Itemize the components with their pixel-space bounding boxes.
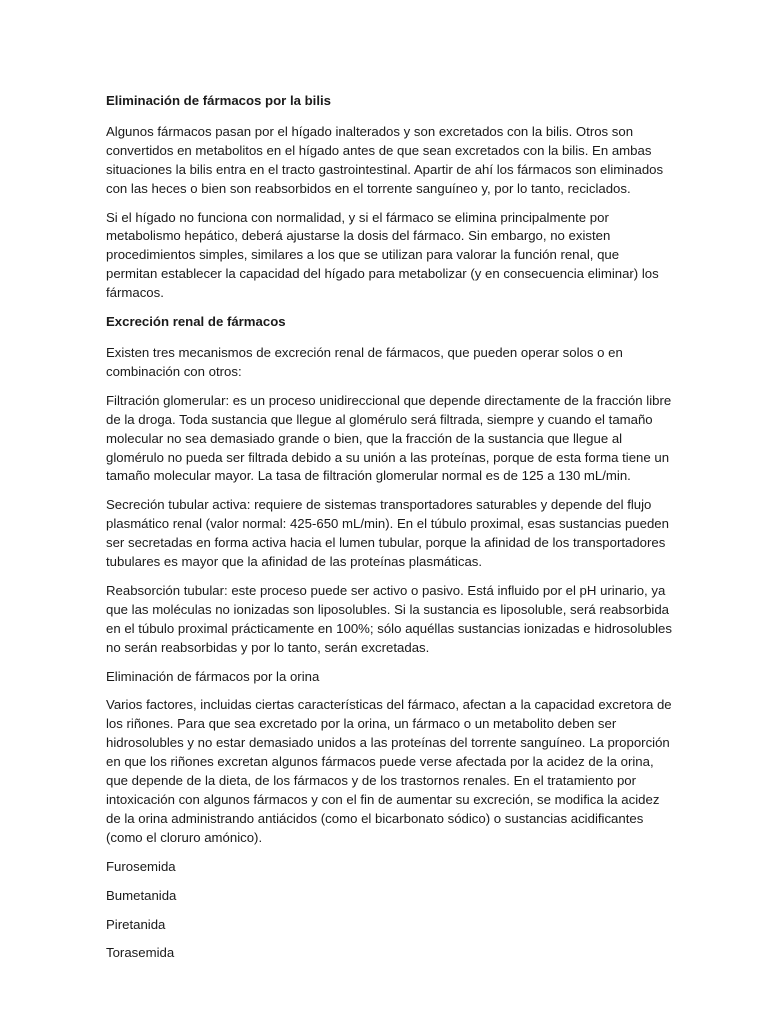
- drug-item: Bumetanida: [106, 887, 177, 903]
- paragraph-bilis-2: Si el hígado no funciona con normalidad, y si el fármaco se elimina principalmente por metabolismo hepático, deberá ajustarse la dosis del fármaco. Sin embargo, no existen procedimientos simples, similares a los que se utilizan para valorar la función renal, que permitan establecer la capacidad del hígado para metabolizar (y en consecuencia eliminar) los fármacos.: [106, 209, 659, 301]
- paragraph-secrecion-tubular: Secreción tubular activa: requiere de sistemas transportadores saturables y depende del flujo plasmático renal (valor normal: 425-650 mL/min). En el túbulo proximal, esas sustancias pueden ser secretadas en forma activa hacia el lumen tubular, porque la afinidad de los transportadores tubulares es mayor que la afinidad de las proteínas plasmáticas.: [106, 497, 669, 570]
- drug-item: Furosemida: [106, 858, 176, 874]
- section-heading-renal: Excreción renal de fármacos: [106, 314, 286, 330]
- document-body: [106, 92, 672, 973]
- paragraph-renal-intro: Existen tres mecanismos de excreción renal de fármacos, que pueden operar solos o en combinación con otros:: [106, 344, 623, 379]
- paragraph-reabsorcion-tubular: Reabsorción tubular: este proceso puede ser activo o pasivo. Está influido por el pH urinario, ya que las moléculas no ionizadas son liposolubles. Si la sustancia es liposoluble, será reabsorbida en el túbulo proximal prácticamente en 100%; sólo aquéllas sustancias ionizadas e hidrosolubles no serán reabsorbidas y por lo tanto, serán excretadas.: [106, 582, 672, 655]
- paragraph-bilis-1: Algunos fármacos pasan por el hígado inalterados y son excretados con la bilis. Otros son convertidos en metabolitos en el hígado antes de que sean excretados con la bilis. En ambas situaciones la bilis entra en el tracto gastrointestinal. Apartir de ahí los fármacos son eliminados con las heces o bien son reabsorbidos en el torrente sanguíneo y, por lo tanto, reciclados.: [106, 123, 664, 196]
- section-heading-bilis: Eliminación de fármacos por la bilis: [106, 93, 331, 108]
- paragraph-filtracion-glomerular: Filtración glomerular: es un proceso unidireccional que depende directamente de la fracción libre de la droga. Toda sustancia que llegue al glomérulo será filtrada, siempre y cuando el tamaño molecular no sea demasiado grande o bien, que la fracción de la sustancia que llegue al glomérulo no pueda ser filtrada debido a su unión a las proteínas, porque de esta forma tiene un tamaño molecular mayor. La tasa de filtración glomerular normal es de 125 a 130 mL/min.: [106, 392, 672, 484]
- paragraph-orina: Varios factores, incluidas ciertas características del fármaco, afectan a la capacidad excretora de los riñones. Para que sea excretado por la orina, un fármaco o un metabolito deben ser hidrosolubles y no estar demasiado unidos a las proteínas del torrente sanguíneo. La proporción en que los riñones excretan algunos fármacos puede verse afectada por la acidez de la orina, que depende de la dieta, de los fármacos y de los trastornos renales. En el tratamiento por intoxicación con algunos fármacos y con el fin de aumentar su excreción, se modifica la acidez de la orina administrando antiácidos (como el bicarbonato sódico) o sustancias acidificantes (como el cloruro amónico).: [106, 697, 672, 845]
- section-heading-orina: Eliminación de fármacos por la orina: [106, 668, 320, 684]
- drug-item: Piretanida: [106, 916, 166, 932]
- drug-item: Torasemida: [106, 945, 175, 961]
